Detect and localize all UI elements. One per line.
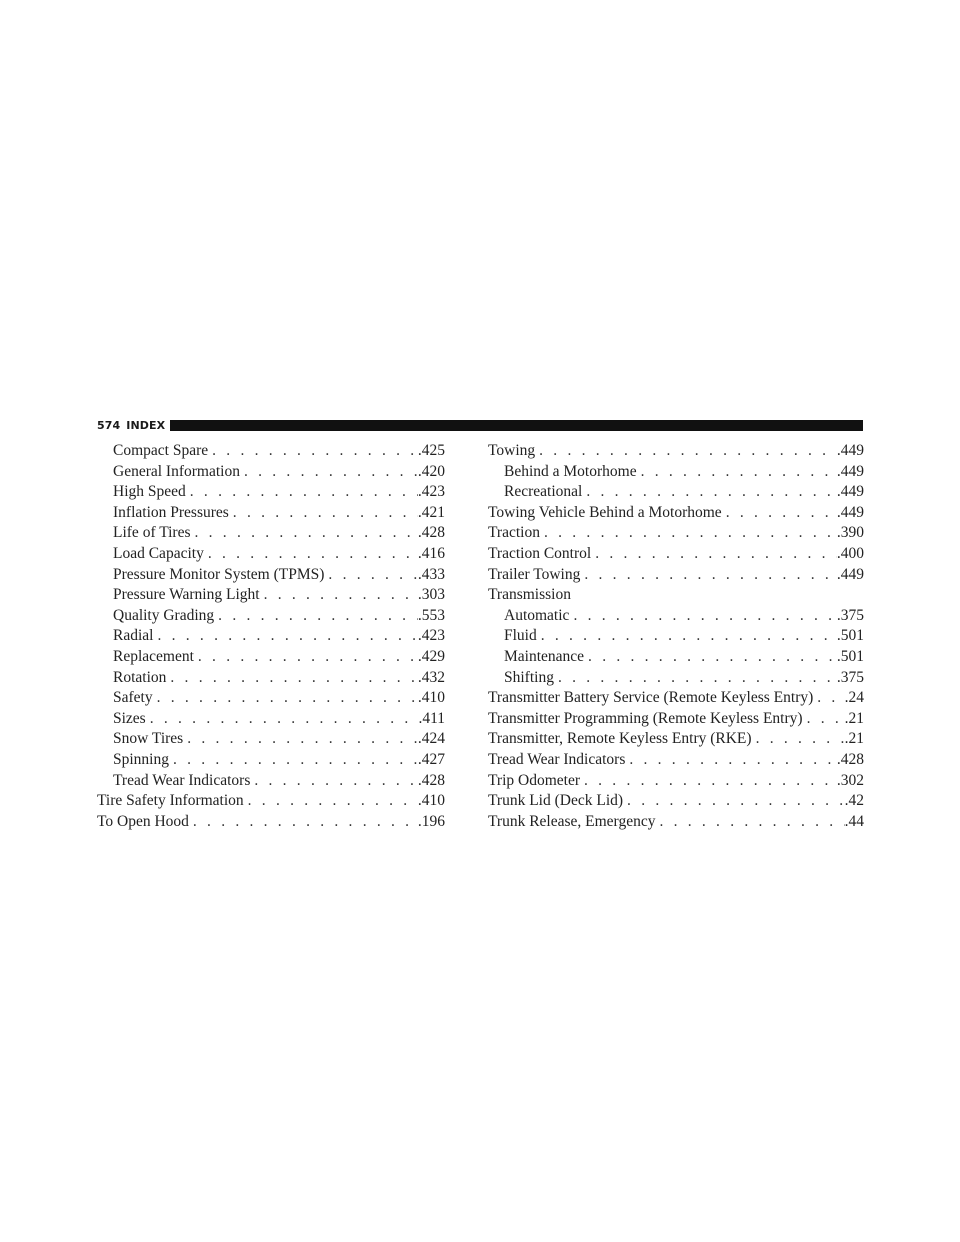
entry-label: Behind a Motorhome bbox=[504, 462, 637, 480]
dot-leader bbox=[186, 483, 418, 501]
index-subentry bbox=[488, 627, 864, 648]
entry-label: Safety bbox=[113, 689, 153, 707]
index-entry bbox=[488, 586, 864, 607]
entry-page-number: .427 bbox=[417, 750, 445, 768]
index-entry bbox=[488, 504, 864, 525]
entry-page-number: .432 bbox=[417, 668, 445, 686]
dot-leader bbox=[324, 566, 417, 584]
entry-label: Trailer Towing bbox=[488, 565, 581, 583]
index-entry bbox=[488, 442, 864, 463]
dot-leader bbox=[169, 751, 418, 769]
entry-page-number: .410 bbox=[417, 689, 445, 707]
index-entry bbox=[488, 813, 864, 834]
entry-page-number: .24 bbox=[844, 689, 864, 707]
dot-leader bbox=[655, 813, 844, 831]
dot-leader bbox=[240, 463, 418, 481]
entry-label: Spinning bbox=[113, 750, 169, 768]
index-subentry bbox=[97, 566, 445, 587]
index-subentry bbox=[488, 607, 864, 628]
index-entry bbox=[488, 751, 864, 772]
index-subentry bbox=[97, 730, 445, 751]
dot-leader bbox=[250, 772, 418, 790]
dot-leader bbox=[146, 710, 419, 728]
entry-label: Recreational bbox=[504, 483, 583, 501]
entry-label: Towing bbox=[488, 442, 536, 459]
entry-page-number: .420 bbox=[417, 462, 445, 480]
index-subentry bbox=[97, 504, 445, 525]
entry-label: Compact Spare bbox=[113, 442, 209, 459]
entry-page-number: .428 bbox=[836, 750, 864, 768]
index-subentry bbox=[97, 751, 445, 772]
dot-leader bbox=[260, 586, 418, 604]
entry-page-number: .449 bbox=[836, 565, 864, 583]
dot-leader bbox=[153, 627, 417, 645]
index-subentry bbox=[488, 669, 864, 690]
entry-page-number: .375 bbox=[836, 606, 864, 624]
entry-page-number: .428 bbox=[417, 771, 445, 789]
dot-leader bbox=[153, 689, 418, 707]
dot-leader bbox=[183, 730, 418, 748]
dot-leader bbox=[722, 504, 837, 522]
entry-page-number: .21 bbox=[844, 709, 864, 727]
entry-page-number: .423 bbox=[417, 627, 445, 645]
entry-label: Trunk Lid (Deck Lid) bbox=[488, 792, 624, 810]
dot-leader bbox=[204, 545, 418, 563]
entry-page-number: .44 bbox=[844, 812, 864, 830]
entry-page-number: .302 bbox=[836, 771, 864, 789]
entry-page-number: .429 bbox=[417, 647, 445, 665]
page-header bbox=[97, 418, 863, 432]
index-subentry bbox=[97, 648, 445, 669]
entry-label: Shifting bbox=[504, 668, 554, 686]
entry-page-number: .411 bbox=[418, 709, 445, 727]
index-entry bbox=[488, 792, 864, 813]
index-subentry bbox=[97, 545, 445, 566]
index-subentry bbox=[97, 463, 445, 484]
dot-leader bbox=[752, 730, 845, 748]
entry-label: Transmitter, Remote Keyless Entry (RKE) bbox=[488, 730, 752, 748]
entry-label: Rotation bbox=[113, 668, 167, 686]
index-entry bbox=[488, 689, 864, 710]
entry-page-number: .390 bbox=[836, 524, 864, 542]
entry-label: Sizes bbox=[113, 709, 146, 727]
dot-leader bbox=[591, 545, 837, 563]
entry-page-number: .501 bbox=[836, 647, 864, 665]
entry-page-number: .449 bbox=[836, 442, 864, 459]
index-subentry bbox=[97, 586, 445, 607]
dot-leader bbox=[582, 483, 837, 501]
dot-leader bbox=[554, 669, 837, 687]
dot-leader bbox=[191, 524, 418, 542]
index-subentry bbox=[97, 483, 445, 504]
entry-label: Trunk Release, Emergency bbox=[488, 812, 656, 830]
entry-page-number: .425 bbox=[417, 442, 445, 459]
entry-page-number: .416 bbox=[417, 544, 445, 562]
index-entry bbox=[97, 813, 445, 834]
entry-label: Transmitter Programming (Remote Keyless Entry) bbox=[488, 709, 803, 727]
dot-leader bbox=[229, 504, 418, 522]
dot-leader bbox=[214, 607, 418, 625]
dot-leader bbox=[189, 813, 418, 831]
dot-leader bbox=[537, 627, 837, 645]
dot-leader bbox=[244, 792, 418, 810]
entry-label: Tread Wear Indicators bbox=[113, 771, 251, 789]
index-subentry bbox=[97, 607, 445, 628]
dot-leader bbox=[625, 751, 837, 769]
entry-label: Tire Safety Information bbox=[97, 792, 244, 810]
entry-page-number: .21 bbox=[844, 730, 864, 748]
dot-leader bbox=[803, 710, 845, 728]
entry-label: Transmission bbox=[488, 586, 571, 604]
dot-leader bbox=[166, 669, 417, 687]
entry-page-number: .428 bbox=[417, 524, 445, 542]
entry-label: Fluid bbox=[504, 627, 537, 645]
dot-leader bbox=[569, 607, 836, 625]
entry-label: Maintenance bbox=[504, 647, 585, 665]
index-subentry bbox=[97, 627, 445, 648]
entry-page-number: .421 bbox=[417, 503, 445, 521]
entry-label: Inflation Pressures bbox=[113, 503, 229, 521]
index-subentry bbox=[97, 772, 445, 793]
index-subentry bbox=[97, 689, 445, 710]
dot-leader bbox=[580, 772, 837, 790]
entry-page-number: .424 bbox=[417, 730, 445, 748]
entry-label: Snow Tires bbox=[113, 730, 184, 748]
index-subentry bbox=[97, 710, 445, 731]
entry-label: Automatic bbox=[504, 606, 570, 624]
index-entry bbox=[488, 524, 864, 545]
section-title: INDEX bbox=[126, 418, 166, 432]
entry-label: Transmitter Battery Service (Remote Keyless Entry) bbox=[488, 689, 814, 707]
dot-leader bbox=[813, 689, 844, 707]
entry-label: Towing Vehicle Behind a Motorhome bbox=[488, 503, 722, 521]
entry-page-number: .42 bbox=[844, 792, 864, 810]
entry-label: Replacement bbox=[113, 647, 194, 665]
entry-page-number: .449 bbox=[836, 483, 864, 501]
index-subentry bbox=[97, 442, 445, 463]
entry-label: Pressure Warning Light bbox=[113, 586, 260, 604]
entry-page-number: .375 bbox=[836, 668, 864, 686]
index-entry bbox=[488, 545, 864, 566]
index-subentry bbox=[97, 524, 445, 545]
entry-page-number: .196 bbox=[417, 812, 445, 830]
entry-label: Radial bbox=[113, 627, 154, 645]
header-rule bbox=[170, 420, 863, 431]
entry-label: Trip Odometer bbox=[488, 771, 580, 789]
entry-label: Traction Control bbox=[488, 544, 592, 562]
entry-label: To Open Hood bbox=[97, 812, 189, 830]
entry-label: Load Capacity bbox=[113, 544, 204, 562]
dot-leader bbox=[584, 648, 837, 666]
index-entry bbox=[97, 792, 445, 813]
dot-leader bbox=[623, 792, 845, 810]
entry-label: Traction bbox=[488, 524, 540, 542]
index-subentry bbox=[488, 463, 864, 484]
dot-leader bbox=[540, 524, 837, 542]
entry-page-number: .449 bbox=[836, 503, 864, 521]
entry-label: High Speed bbox=[113, 483, 186, 501]
entry-page-number: .433 bbox=[417, 565, 445, 583]
page-number: 574 bbox=[97, 418, 121, 432]
dot-leader bbox=[535, 442, 837, 460]
entry-label: Life of Tires bbox=[113, 524, 191, 542]
index-entry bbox=[488, 710, 864, 731]
entry-page-number: .423 bbox=[417, 483, 445, 501]
index-subentry bbox=[488, 648, 864, 669]
entry-label: General Information bbox=[113, 462, 240, 480]
entry-label: Tread Wear Indicators bbox=[488, 750, 626, 768]
entry-label: Quality Grading bbox=[113, 606, 215, 624]
index-subentry bbox=[488, 483, 864, 504]
entry-page-number: .400 bbox=[836, 544, 864, 562]
index-entry bbox=[488, 566, 864, 587]
index-subentry bbox=[97, 669, 445, 690]
index-column-right bbox=[488, 442, 864, 833]
index-entry bbox=[488, 772, 864, 793]
dot-leader bbox=[637, 463, 837, 481]
entry-page-number: .303 bbox=[417, 586, 445, 604]
entry-page-number: .410 bbox=[417, 792, 445, 810]
index-entry bbox=[488, 730, 864, 751]
index-column-left bbox=[97, 442, 445, 833]
entry-page-number: .501 bbox=[836, 627, 864, 645]
dot-leader bbox=[580, 566, 837, 584]
entry-page-number: .553 bbox=[417, 606, 445, 624]
entry-label: Pressure Monitor System (TPMS) bbox=[113, 565, 325, 583]
entry-page-number: .449 bbox=[836, 462, 864, 480]
dot-leader bbox=[194, 648, 418, 666]
dot-leader bbox=[208, 442, 418, 460]
